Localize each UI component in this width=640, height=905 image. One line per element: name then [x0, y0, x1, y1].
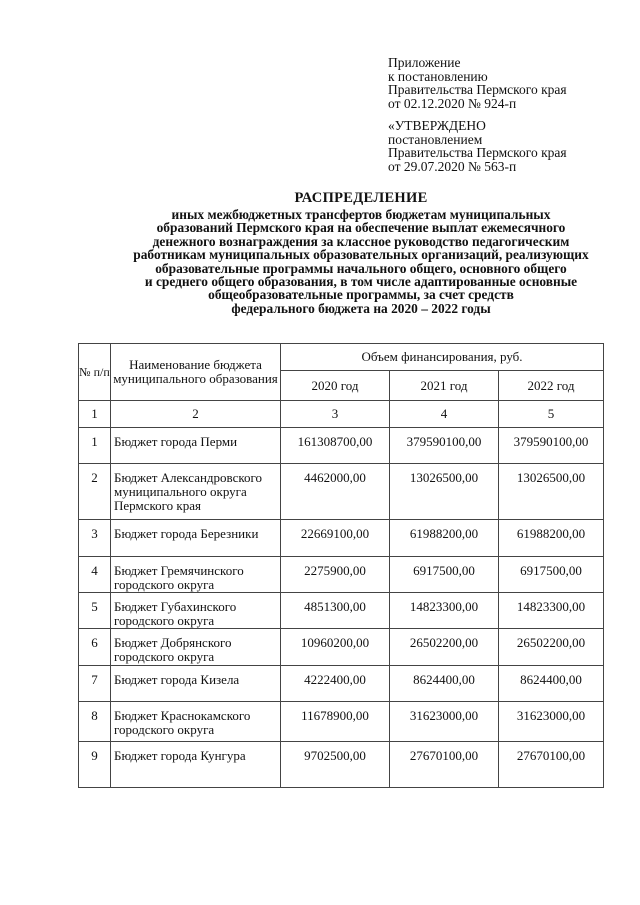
column-number: 3 — [281, 401, 390, 428]
amount-2021: 61988200,00 — [390, 520, 499, 557]
amount-2020: 9702500,00 — [281, 742, 390, 788]
amount-2021: 14823300,00 — [390, 593, 499, 629]
table-row — [79, 629, 604, 666]
subtitle-line: образовательные программы начального общего, основного общего — [155, 260, 567, 276]
subtitle-line: общеобразовательные программы, за счет средств — [208, 287, 514, 303]
amount-2020: 11678900,00 — [281, 702, 390, 742]
amount-2020: 10960200,00 — [281, 629, 390, 666]
amount-2022: 13026500,00 — [499, 464, 604, 520]
appendix-line: к постановлению — [388, 68, 488, 84]
column-number: 4 — [390, 401, 499, 428]
approved-line: постановлением — [388, 131, 483, 147]
column-number: 1 — [79, 401, 111, 428]
amount-2020: 4851300,00 — [281, 593, 390, 629]
amount-2020: 4222400,00 — [281, 666, 390, 702]
amount-2020: 161308700,00 — [281, 428, 390, 464]
amount-2021: 379590100,00 — [390, 428, 499, 464]
header-year-2021: 2021 год — [390, 371, 499, 401]
header-year-2020: 2020 год — [281, 371, 390, 401]
row-number: 7 — [79, 666, 111, 702]
amount-2021: 13026500,00 — [390, 464, 499, 520]
amount-2022: 6917500,00 — [499, 557, 604, 593]
appendix-line: от 02.12.2020 № 924-п — [388, 95, 517, 111]
row-number: 8 — [79, 702, 111, 742]
amount-2021: 31623000,00 — [390, 702, 499, 742]
amount-2022: 14823300,00 — [499, 593, 604, 629]
row-number: 9 — [79, 742, 111, 788]
approved-block — [388, 119, 567, 173]
amount-2022: 27670100,00 — [499, 742, 604, 788]
row-number: 2 — [79, 464, 111, 520]
amount-2020: 2275900,00 — [281, 557, 390, 593]
approved-line: «УТВЕРЖДЕНО — [388, 118, 486, 133]
appendix-block — [388, 56, 567, 110]
row-number: 5 — [79, 593, 111, 629]
appendix-line: Приложение — [388, 55, 461, 70]
subtitle-line: образований Пермского края на обеспечение выплат ежемесячного — [156, 220, 566, 236]
amount-2022: 61988200,00 — [499, 520, 604, 557]
table-row — [79, 557, 604, 593]
budget-name: Бюджет Губахинского городского округа — [111, 593, 281, 629]
amount-2022: 26502200,00 — [499, 629, 604, 666]
table-row — [79, 742, 604, 788]
amount-2021: 27670100,00 — [390, 742, 499, 788]
subtitle-line: работникам муниципальных образовательных организаций, реализующих — [133, 247, 589, 263]
subtitle-line: денежного вознаграждения за классное руководство педагогическим — [152, 233, 570, 249]
column-number: 5 — [499, 401, 604, 428]
budget-name: Бюджет Краснокамского городского округа — [111, 702, 281, 742]
appendix-line: Правительства Пермского края — [388, 82, 567, 98]
budget-name: Бюджет Добрянского городского округа — [111, 629, 281, 666]
amount-2021: 8624400,00 — [390, 666, 499, 702]
row-number: 6 — [79, 629, 111, 666]
subtitle-line: федерального бюджета на 2020 – 2022 годы — [231, 300, 491, 316]
row-number: 4 — [79, 557, 111, 593]
approved-line: от 29.07.2020 № 563-п — [388, 158, 517, 174]
document-title: РАСПРЕДЕЛЕНИЕ — [294, 190, 428, 206]
table-row — [79, 464, 604, 520]
document-subtitle — [0, 208, 640, 315]
table-row — [79, 428, 604, 464]
row-number: 3 — [79, 520, 111, 557]
budget-name: Бюджет города Кизела — [111, 666, 281, 702]
budget-name: Бюджет города Кунгура — [111, 742, 281, 788]
amount-2022: 31623000,00 — [499, 702, 604, 742]
row-number: 1 — [79, 428, 111, 464]
distribution-table — [78, 343, 604, 788]
subtitle-line: и среднего общего образования, в том числе адаптированные основные — [144, 274, 578, 290]
amount-2021: 6917500,00 — [390, 557, 499, 593]
budget-name: Бюджет города Березники — [111, 520, 281, 557]
budget-name: Бюджет Александровского муниципального округа Пермского края — [111, 464, 281, 520]
approved-line: Правительства Пермского края — [388, 145, 567, 161]
column-number: 2 — [111, 401, 281, 428]
amount-2020: 22669100,00 — [281, 520, 390, 557]
table-row — [79, 593, 604, 629]
table-row — [79, 666, 604, 702]
amount-2022: 379590100,00 — [499, 428, 604, 464]
subtitle-line: иных межбюджетных трансфертов бюджетам муниципальных — [171, 207, 551, 222]
amount-2020: 4462000,00 — [281, 464, 390, 520]
header-num: № п/п — [79, 344, 111, 401]
header-funding: Объем финансирования, руб. — [281, 344, 604, 371]
amount-2022: 8624400,00 — [499, 666, 604, 702]
table-row — [79, 520, 604, 557]
header-year-2022: 2022 год — [499, 371, 604, 401]
table-row — [79, 702, 604, 742]
budget-name: Бюджет Гремячинского городского округа — [111, 557, 281, 593]
header-name: Наименование бюджета муниципального образования — [111, 344, 281, 401]
budget-name: Бюджет города Перми — [111, 428, 281, 464]
amount-2021: 26502200,00 — [390, 629, 499, 666]
